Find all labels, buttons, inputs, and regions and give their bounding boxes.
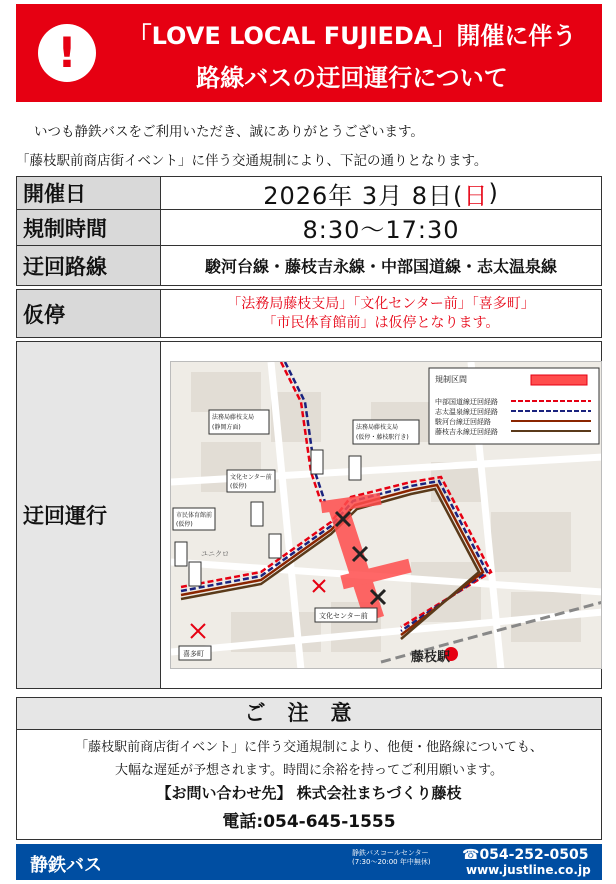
title-banner xyxy=(16,4,602,102)
call-center: 静鉄バスコールセンター (7:30〜20:00 年中無休) xyxy=(352,849,431,866)
route-value: 駿河台線・藤枝吉永線・中部国道線・志太温泉線 xyxy=(204,257,557,276)
alert-icon: ! xyxy=(38,24,96,82)
callout-kitamachi: 喜多町 xyxy=(183,650,204,658)
stop-label: 仮停 xyxy=(17,290,161,337)
station-label: 藤枝駅 xyxy=(411,650,451,665)
contact-info: 【お問い合わせ先】 株式会社まちづくり藤枝 xyxy=(156,784,462,802)
detour-label: 迂回運行 xyxy=(17,342,161,688)
title-line-1: 「LOVE LOCAL FUJIEDA」開催に伴う xyxy=(127,22,577,50)
callout-bunka-mae: 文化センター前 xyxy=(319,612,368,620)
stop-value: 「法務局藤枝支局」「文化センター前」「喜多町」 「市民体育館前」は仮停となります。 xyxy=(227,295,535,331)
time-label: 規制時間 xyxy=(17,210,161,245)
intro-greeting: いつも静鉄バスをご利用いただき、誠にありがとうございます。 xyxy=(34,124,424,140)
legend-item-4: 藤枝吉永線迂回経路 xyxy=(435,428,498,436)
map-svg xyxy=(171,362,602,669)
callout-houmu-fujieda: 法務局藤枝支局 xyxy=(356,424,399,431)
footer-bar xyxy=(16,844,602,880)
svg-text:(仮停・藤枝駅行き): (仮停・藤枝駅行き) xyxy=(356,434,409,441)
notice-line-2: 大幅な遅延が予想されます。時間に余裕を持ってご利用願います。 xyxy=(115,763,503,778)
legend-title: 規制区間 xyxy=(435,375,467,384)
date-label: 開催日 xyxy=(17,177,161,209)
place-uniqlo: ユニクロ xyxy=(201,550,229,558)
title-line-2: 路線バスの迂回運行について xyxy=(196,64,508,92)
date-value: 2026年 3月 8日( 日 ) xyxy=(161,177,601,209)
footer-brand: 静鉄バス xyxy=(30,855,102,876)
date-day: 日 xyxy=(463,181,489,210)
intro-notice: 「藤枝駅前商店街イベント」に伴う交通規制により、下記の通りとなります。 xyxy=(16,153,488,169)
time-row xyxy=(16,210,602,246)
route-label: 迂回路線 xyxy=(17,246,161,285)
legend-item-2: 志太温泉線迂回経路 xyxy=(435,408,498,416)
callout-houmu-shizuoka: 法務局藤枝支局 xyxy=(212,414,255,421)
svg-text:(仮停): (仮停) xyxy=(176,521,193,528)
callout-shimin: 市民体育館前 xyxy=(176,512,213,519)
notice-title: ご注意 xyxy=(16,697,602,730)
notice-line-1: 「藤枝駅前商店街イベント」に伴う交通規制により、他便・他路線についても、 xyxy=(75,740,543,755)
date-row xyxy=(16,176,602,210)
callout-bunka-karitei: 文化センター前 xyxy=(230,474,272,481)
legend-item-1: 中部国道線迂回経路 xyxy=(435,398,498,406)
stop-row xyxy=(16,289,602,338)
svg-text:(静岡方面): (静岡方面) xyxy=(212,424,241,431)
notice-body xyxy=(16,730,602,840)
detour-map xyxy=(170,361,602,669)
svg-text:(仮停): (仮停) xyxy=(230,483,247,490)
footer-tel[interactable]: ☎054-252-0505 xyxy=(462,847,589,863)
route-row xyxy=(16,246,602,286)
time-value: 8:30〜17:30 xyxy=(302,216,460,244)
footer-url[interactable]: www.justline.co.jp xyxy=(466,863,591,877)
legend-item-3: 駿河台線迂回経路 xyxy=(435,418,491,426)
contact-phone: 電話:054-645-1555 xyxy=(222,812,396,832)
